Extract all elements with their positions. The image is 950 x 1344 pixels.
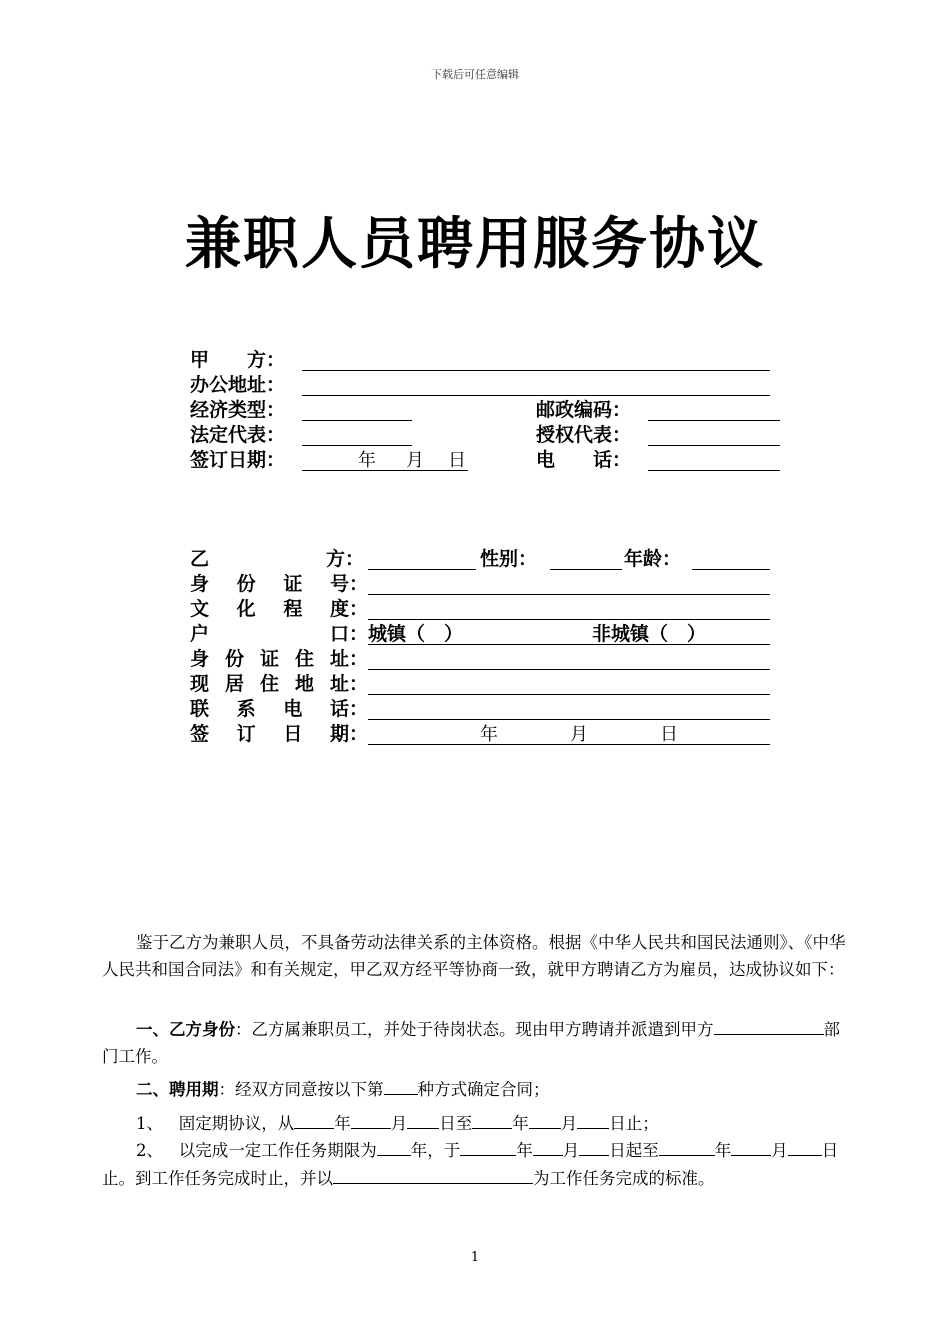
item-1-end: 日止； (609, 1114, 659, 1133)
hukou-char: 户 (190, 623, 210, 645)
item-1-month2-blank[interactable] (529, 1110, 561, 1129)
section-1-blank[interactable] (714, 1016, 752, 1035)
sign-date-b-char: 日 (283, 723, 303, 745)
item-2-text: 以完成一定工作任务期限为 (178, 1141, 377, 1160)
education-char: 度： (329, 598, 368, 620)
current-address-char: 地 (294, 673, 314, 695)
current-address-char: 居 (224, 673, 244, 695)
sign-date-a-field[interactable] (302, 470, 468, 471)
hukou-rural-option[interactable]: 非城镇（ ） (592, 623, 707, 645)
party-b-char-1: 乙 (190, 548, 210, 570)
age-field[interactable] (692, 569, 770, 570)
item-2-number: 2、 (136, 1141, 163, 1160)
id-number-char: 证 (283, 573, 303, 595)
item-2-tail: 为工作任务完成的标准。 (533, 1168, 715, 1188)
item-1-day-blank[interactable] (407, 1110, 439, 1129)
id-address-char: 证 (259, 648, 279, 670)
item-1-number: 1、 (136, 1114, 163, 1133)
item-2-day3-blank[interactable] (788, 1137, 822, 1156)
task-standard-blank[interactable] (333, 1165, 533, 1184)
item-1-year-blank[interactable] (294, 1110, 334, 1129)
item-2-year: 年，于 (410, 1141, 461, 1160)
sign-date-a-label: 签订日期： (190, 449, 286, 471)
auth-rep-label: 授权代表： (536, 424, 632, 446)
id-address-char: 身 (190, 648, 210, 670)
education-char: 程 (283, 598, 303, 620)
current-address-label (190, 672, 368, 697)
item-2-m3: 月 (771, 1141, 788, 1160)
item-2-y3: 年 (714, 1141, 732, 1160)
hukou-urban-option[interactable]: 城镇（ ） (368, 623, 464, 645)
item-2-year2-blank[interactable] (460, 1137, 516, 1156)
contact-phone-char: 联 (190, 698, 210, 720)
legal-rep-field[interactable] (302, 445, 412, 446)
id-address-row (190, 647, 780, 672)
item-2-y2: 年 (516, 1141, 533, 1160)
hukou-label (190, 622, 368, 647)
item-1-year: 年 (334, 1114, 351, 1133)
office-address-label: 办公地址： (190, 374, 286, 396)
id-number-char: 身 (190, 573, 210, 595)
contact-phone-char: 话： (329, 698, 368, 720)
hukou-char: 口： (329, 623, 368, 645)
item-1-text: 固定期协议，从 (178, 1114, 295, 1133)
contact-phone-char: 系 (236, 698, 256, 720)
item-2-duration-blank[interactable] (377, 1137, 411, 1156)
party-a-label: 甲 方： (190, 349, 286, 371)
contact-phone-field[interactable] (368, 719, 770, 720)
legal-rep-label: 法定代表： (190, 424, 286, 446)
current-address-char: 住 (259, 673, 279, 695)
gender-field[interactable] (550, 569, 622, 570)
item-2-month2-blank[interactable] (533, 1137, 563, 1156)
id-number-char: 号： (329, 573, 368, 595)
item-1-year2: 年 (512, 1114, 529, 1133)
item-2-paragraph (102, 1137, 852, 1192)
item-2-end: 日止。到工作任务完成时止，并以 (102, 1141, 839, 1188)
id-address-label (190, 647, 368, 672)
method-blank[interactable] (384, 1076, 418, 1095)
section-1-tail: 部门工作。 (102, 1020, 840, 1066)
office-address-row (190, 373, 790, 398)
current-address-char: 址： (329, 673, 368, 695)
sign-date-a-month: 月 (406, 450, 424, 471)
party-a-field[interactable] (302, 370, 770, 371)
item-2-m2: 月 (562, 1141, 580, 1160)
sign-date-b-char: 期： (329, 723, 368, 745)
item-1-day-to: 日至 (439, 1114, 473, 1133)
item-1-paragraph (102, 1110, 852, 1138)
sign-date-a-year: 年 (358, 450, 376, 471)
econ-type-label: 经济类型： (190, 399, 286, 421)
party-b-row (190, 547, 780, 572)
section-1-text: ：乙方属兼职员工，并处于待岗状态。现由甲方聘请并派遣到甲方 (235, 1020, 714, 1039)
hukou-row (190, 622, 780, 647)
party-b-field[interactable] (368, 569, 476, 570)
page-number: 1 (470, 1250, 480, 1265)
item-2-month3-blank[interactable] (731, 1137, 771, 1156)
section-2-heading: 二、聘用期 (136, 1080, 219, 1099)
sign-date-b-char: 订 (236, 723, 256, 745)
item-1-year2-blank[interactable] (472, 1110, 512, 1129)
id-address-field[interactable] (368, 669, 770, 670)
current-address-field[interactable] (368, 694, 770, 695)
sign-date-b-char: 签 (190, 723, 210, 745)
id-address-char: 址： (329, 648, 368, 670)
education-char: 化 (236, 598, 256, 620)
education-field[interactable] (368, 619, 770, 620)
item-1-month2: 月 (560, 1114, 578, 1133)
contact-phone-row (190, 697, 780, 722)
header-note: 下载后可任意编辑 (431, 68, 519, 81)
auth-rep-field[interactable] (648, 445, 780, 446)
item-1-month: 月 (390, 1114, 408, 1133)
education-char: 文 (190, 598, 210, 620)
section-2-paragraph (102, 1076, 852, 1104)
sign-date-b-day: 日 (660, 724, 678, 745)
section-2-text-b: 种方式确定合同； (417, 1080, 550, 1099)
sign-date-b-month: 月 (570, 724, 588, 745)
party-a-row (190, 348, 790, 373)
contact-phone-label (190, 697, 368, 722)
section-1-heading: 一、乙方身份 (136, 1020, 235, 1039)
item-1-day2-blank[interactable] (577, 1110, 609, 1129)
id-number-row (190, 572, 780, 597)
sign-date-a-day: 日 (448, 450, 466, 471)
item-1-month-blank[interactable] (351, 1110, 391, 1129)
legal-rep-row (190, 423, 790, 448)
department-blank[interactable] (752, 1016, 824, 1035)
sign-date-b-field[interactable] (368, 744, 770, 745)
item-2-year3-blank[interactable] (659, 1137, 715, 1156)
id-number-field[interactable] (368, 594, 770, 595)
age-label: 年龄： (624, 548, 682, 570)
sign-date-b-year: 年 (480, 724, 498, 745)
current-address-char: 现 (190, 673, 210, 695)
sign-date-b-row (190, 722, 780, 747)
page-title: 兼职人员聘用服务协议 (185, 212, 765, 277)
id-number-char: 份 (236, 573, 256, 595)
econ-type-field[interactable] (302, 420, 412, 421)
education-label (190, 597, 368, 622)
postal-code-field[interactable] (648, 420, 780, 421)
econ-type-row (190, 398, 790, 423)
section-2-text-a: ：经双方同意按以下第 (218, 1080, 384, 1099)
item-2-from: 日起至 (609, 1141, 659, 1160)
party-b-char-2: 方： (326, 548, 365, 570)
postal-code-label: 邮政编码： (536, 399, 632, 421)
intro-paragraph: 鉴于乙方为兼职人员，不具备劳动法律关系的主体资格。根据《中华人民共和国民法通则》、《中华人民共和国合同法》和有关规定，甲乙双方经平等协商一致，就甲方聘请乙方为雇员，达成协议如下： (102, 933, 846, 979)
section-1-paragraph (102, 1016, 852, 1070)
sign-date-b-label (190, 722, 368, 747)
office-address-field[interactable] (302, 395, 770, 396)
id-address-char: 住 (294, 648, 314, 670)
id-number-label (190, 572, 368, 597)
phone-a-field[interactable] (648, 470, 780, 471)
id-address-char: 份 (224, 648, 244, 670)
education-row (190, 597, 780, 622)
sign-date-a-row (190, 448, 790, 473)
gender-label: 性别： (480, 548, 538, 570)
current-address-row (190, 672, 780, 697)
item-2-day2-blank[interactable] (579, 1137, 609, 1156)
phone-a-label: 电 话： (536, 449, 632, 471)
contact-phone-char: 电 (283, 698, 303, 720)
